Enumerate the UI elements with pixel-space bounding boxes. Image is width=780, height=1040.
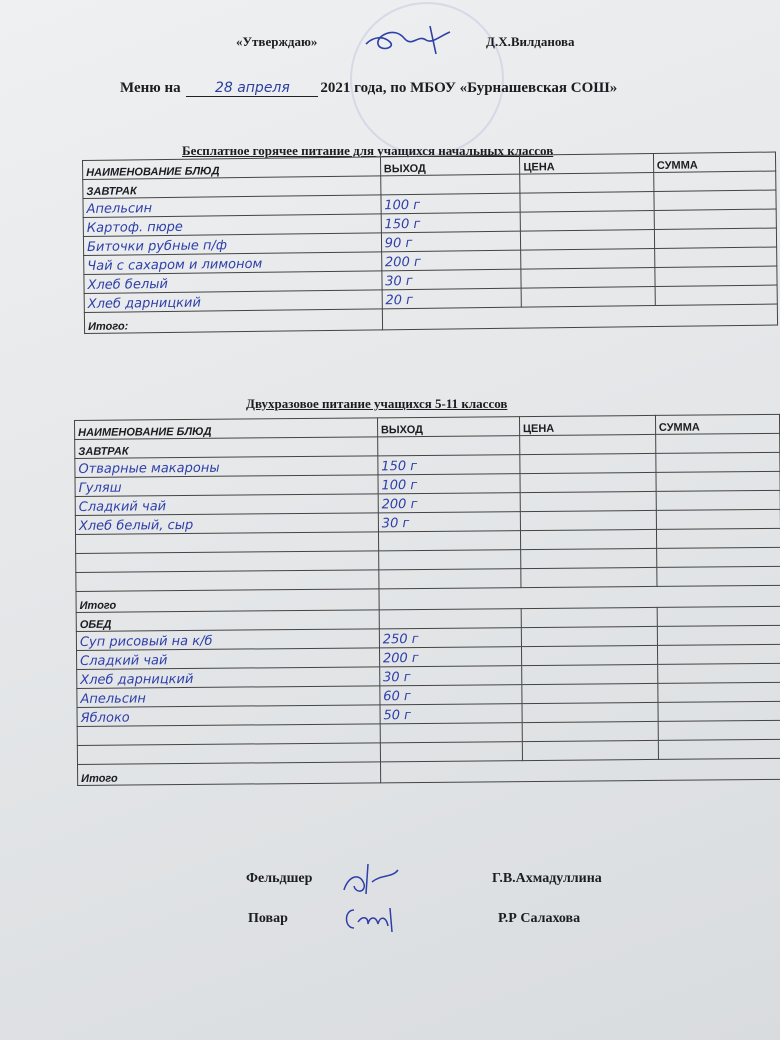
dish-output: 150 г — [381, 212, 521, 233]
dish-output: 200 г — [379, 647, 521, 667]
dish-output: 100 г — [381, 193, 521, 214]
dish-output — [378, 550, 520, 570]
dish-output — [380, 742, 522, 762]
dish-name: Сладкий чай — [77, 648, 380, 670]
section1-title: Бесплатное горячее питание для учащихся начальных классов — [182, 143, 554, 158]
two-meal-menu-table — [74, 414, 780, 786]
cook-label: Повар — [248, 911, 288, 926]
dish-name: Биточки рубные п/ф — [83, 233, 381, 256]
dish-name: Хлеб белый, сыр — [75, 513, 378, 535]
cook-signature — [340, 898, 400, 938]
dish-output: 100 г — [378, 474, 520, 494]
col-output-header: ВЫХОД — [377, 417, 519, 437]
dish-output: 60 г — [380, 685, 522, 705]
title-prefix: Меню на — [120, 80, 181, 96]
feldsher-name: Г.В.Ахмадуллина — [492, 871, 602, 886]
approver-signature — [360, 18, 470, 60]
dish-output: 30 г — [380, 666, 522, 686]
total-label: Итого: — [84, 309, 382, 334]
dish-name — [75, 532, 378, 554]
dish-name: Апельсин — [83, 195, 381, 218]
menu-title — [120, 80, 617, 97]
dish-name: Чай с сахаром и лимоном — [84, 252, 382, 275]
dish-name: Сладкий чай — [75, 494, 378, 516]
feldsher-label: Фельдшер — [246, 871, 313, 886]
dish-name: Хлеб дарницкий — [77, 667, 380, 689]
dish-output: 30 г — [382, 269, 522, 290]
col-sum-header: СУММА — [653, 152, 775, 172]
dish-output — [378, 531, 520, 551]
primary-menu-table — [82, 152, 778, 334]
dish-output — [379, 569, 521, 589]
col-name-header: НАИМЕНОВАНИЕ БЛЮД — [75, 418, 378, 440]
col-price-header: ЦЕНА — [519, 415, 655, 435]
meal-label: ОБЕД — [76, 610, 379, 632]
cook-name: Р.Р Салахова — [498, 911, 581, 926]
dish-output: 30 г — [378, 512, 520, 532]
dish-name: Апельсин — [77, 686, 380, 708]
dish-name: Суп рисовый на к/б — [76, 629, 379, 651]
col-name-header: НАИМЕНОВАНИЕ БЛЮД — [83, 157, 381, 180]
dish-output: 50 г — [380, 704, 522, 724]
dish-output: 150 г — [378, 455, 520, 475]
dish-output: 90 г — [381, 231, 521, 252]
dish-name: Хлеб дарницкий — [84, 290, 382, 313]
dish-name: Гуляш — [75, 475, 378, 497]
section2-title: Двухразовое питание учащихся 5-11 классов — [246, 396, 508, 411]
total-label: Итого — [76, 589, 379, 613]
col-output-header: ВЫХОД — [380, 155, 520, 176]
dish-output: 250 г — [379, 628, 521, 648]
dish-output: 20 г — [382, 288, 522, 309]
date-handwritten: 28 апреля — [186, 80, 318, 97]
approver-name: Д.Х.Вилданова — [486, 34, 575, 49]
dish-name — [76, 551, 379, 573]
approve-label: «Утверждаю» — [236, 34, 318, 49]
dish-name: Хлеб белый — [84, 271, 382, 294]
feldsher-signature — [338, 856, 408, 900]
col-sum-header: СУММА — [655, 414, 779, 434]
dish-name: Яблоко — [77, 705, 380, 727]
col-price-header: ЦЕНА — [520, 154, 654, 175]
dish-name: Картоф. пюре — [83, 214, 381, 237]
dish-name: Отварные макароны — [75, 456, 378, 478]
title-suffix: 2021 года, по МБОУ «Бурнашевская СОШ» — [320, 80, 618, 96]
dish-output: 200 г — [381, 250, 521, 271]
meal-label: ЗАВТРАК — [75, 437, 378, 459]
meal-label: ЗАВТРАК — [83, 176, 381, 199]
dish-output — [380, 723, 522, 743]
total-label: Итого — [78, 762, 381, 786]
dish-output: 200 г — [378, 493, 520, 513]
